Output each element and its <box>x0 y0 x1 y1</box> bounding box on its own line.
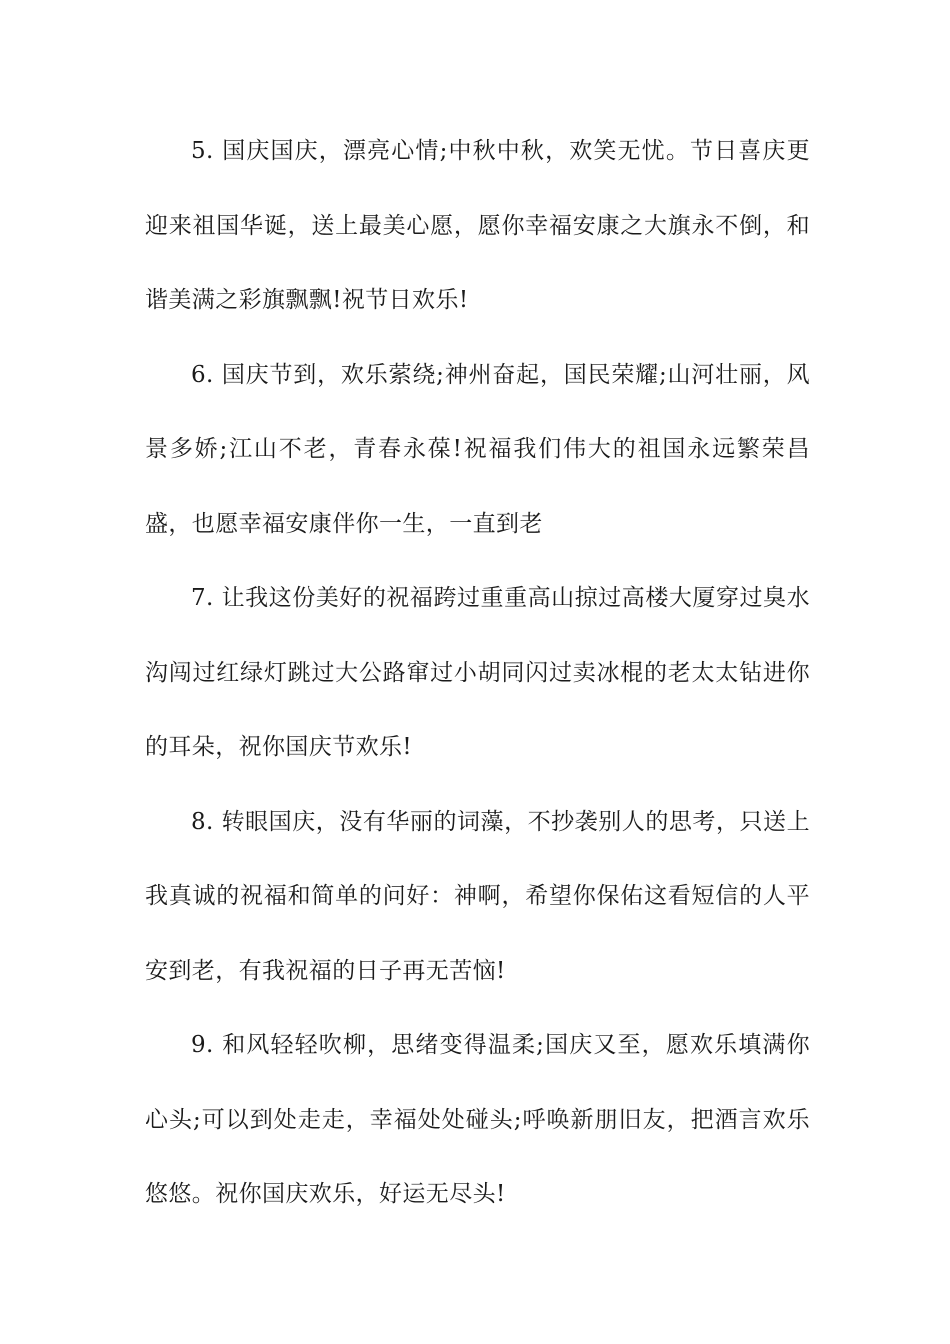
paragraph-5: 5. 国庆国庆，漂亮心情;中秋中秋，欢笑无忧。节日喜庆更迎来祖国华诞，送上最美心愿，愿你幸福安康之大旗永不倒，和谐美满之彩旗飘飘!祝节日欢乐! <box>145 138 810 313</box>
document-body <box>145 114 810 1232</box>
paragraph-9: 9. 和风轻轻吹柳，思绪变得温柔;国庆又至，愿欢乐填满你心头;可以到处走走，幸福处处碰头;呼唤新朋旧友，把酒言欢乐悠悠。祝你国庆欢乐，好运无尽头! <box>145 1032 810 1207</box>
paragraph-8: 8. 转眼国庆，没有华丽的词藻，不抄袭别人的思考，只送上我真诚的祝福和简单的问好：神啊，希望你保佑这看短信的人平安到老，有我祝福的日子再无苦恼! <box>145 808 810 984</box>
paragraph-6: 6. 国庆节到，欢乐萦绕;神州奋起，国民荣耀;山河壮丽，风景多娇;江山不老，青春永葆!祝福我们伟大的祖国永远繁荣昌盛，也愿幸福安康伴你一生，一直到老 <box>145 361 810 537</box>
paragraph-7: 7. 让我这份美好的祝福跨过重重高山掠过高楼大厦穿过臭水沟闯过红绿灯跳过大公路窜过小胡同闪过卖冰棍的老太太钻进你的耳朵，祝你国庆节欢乐! <box>145 585 810 760</box>
